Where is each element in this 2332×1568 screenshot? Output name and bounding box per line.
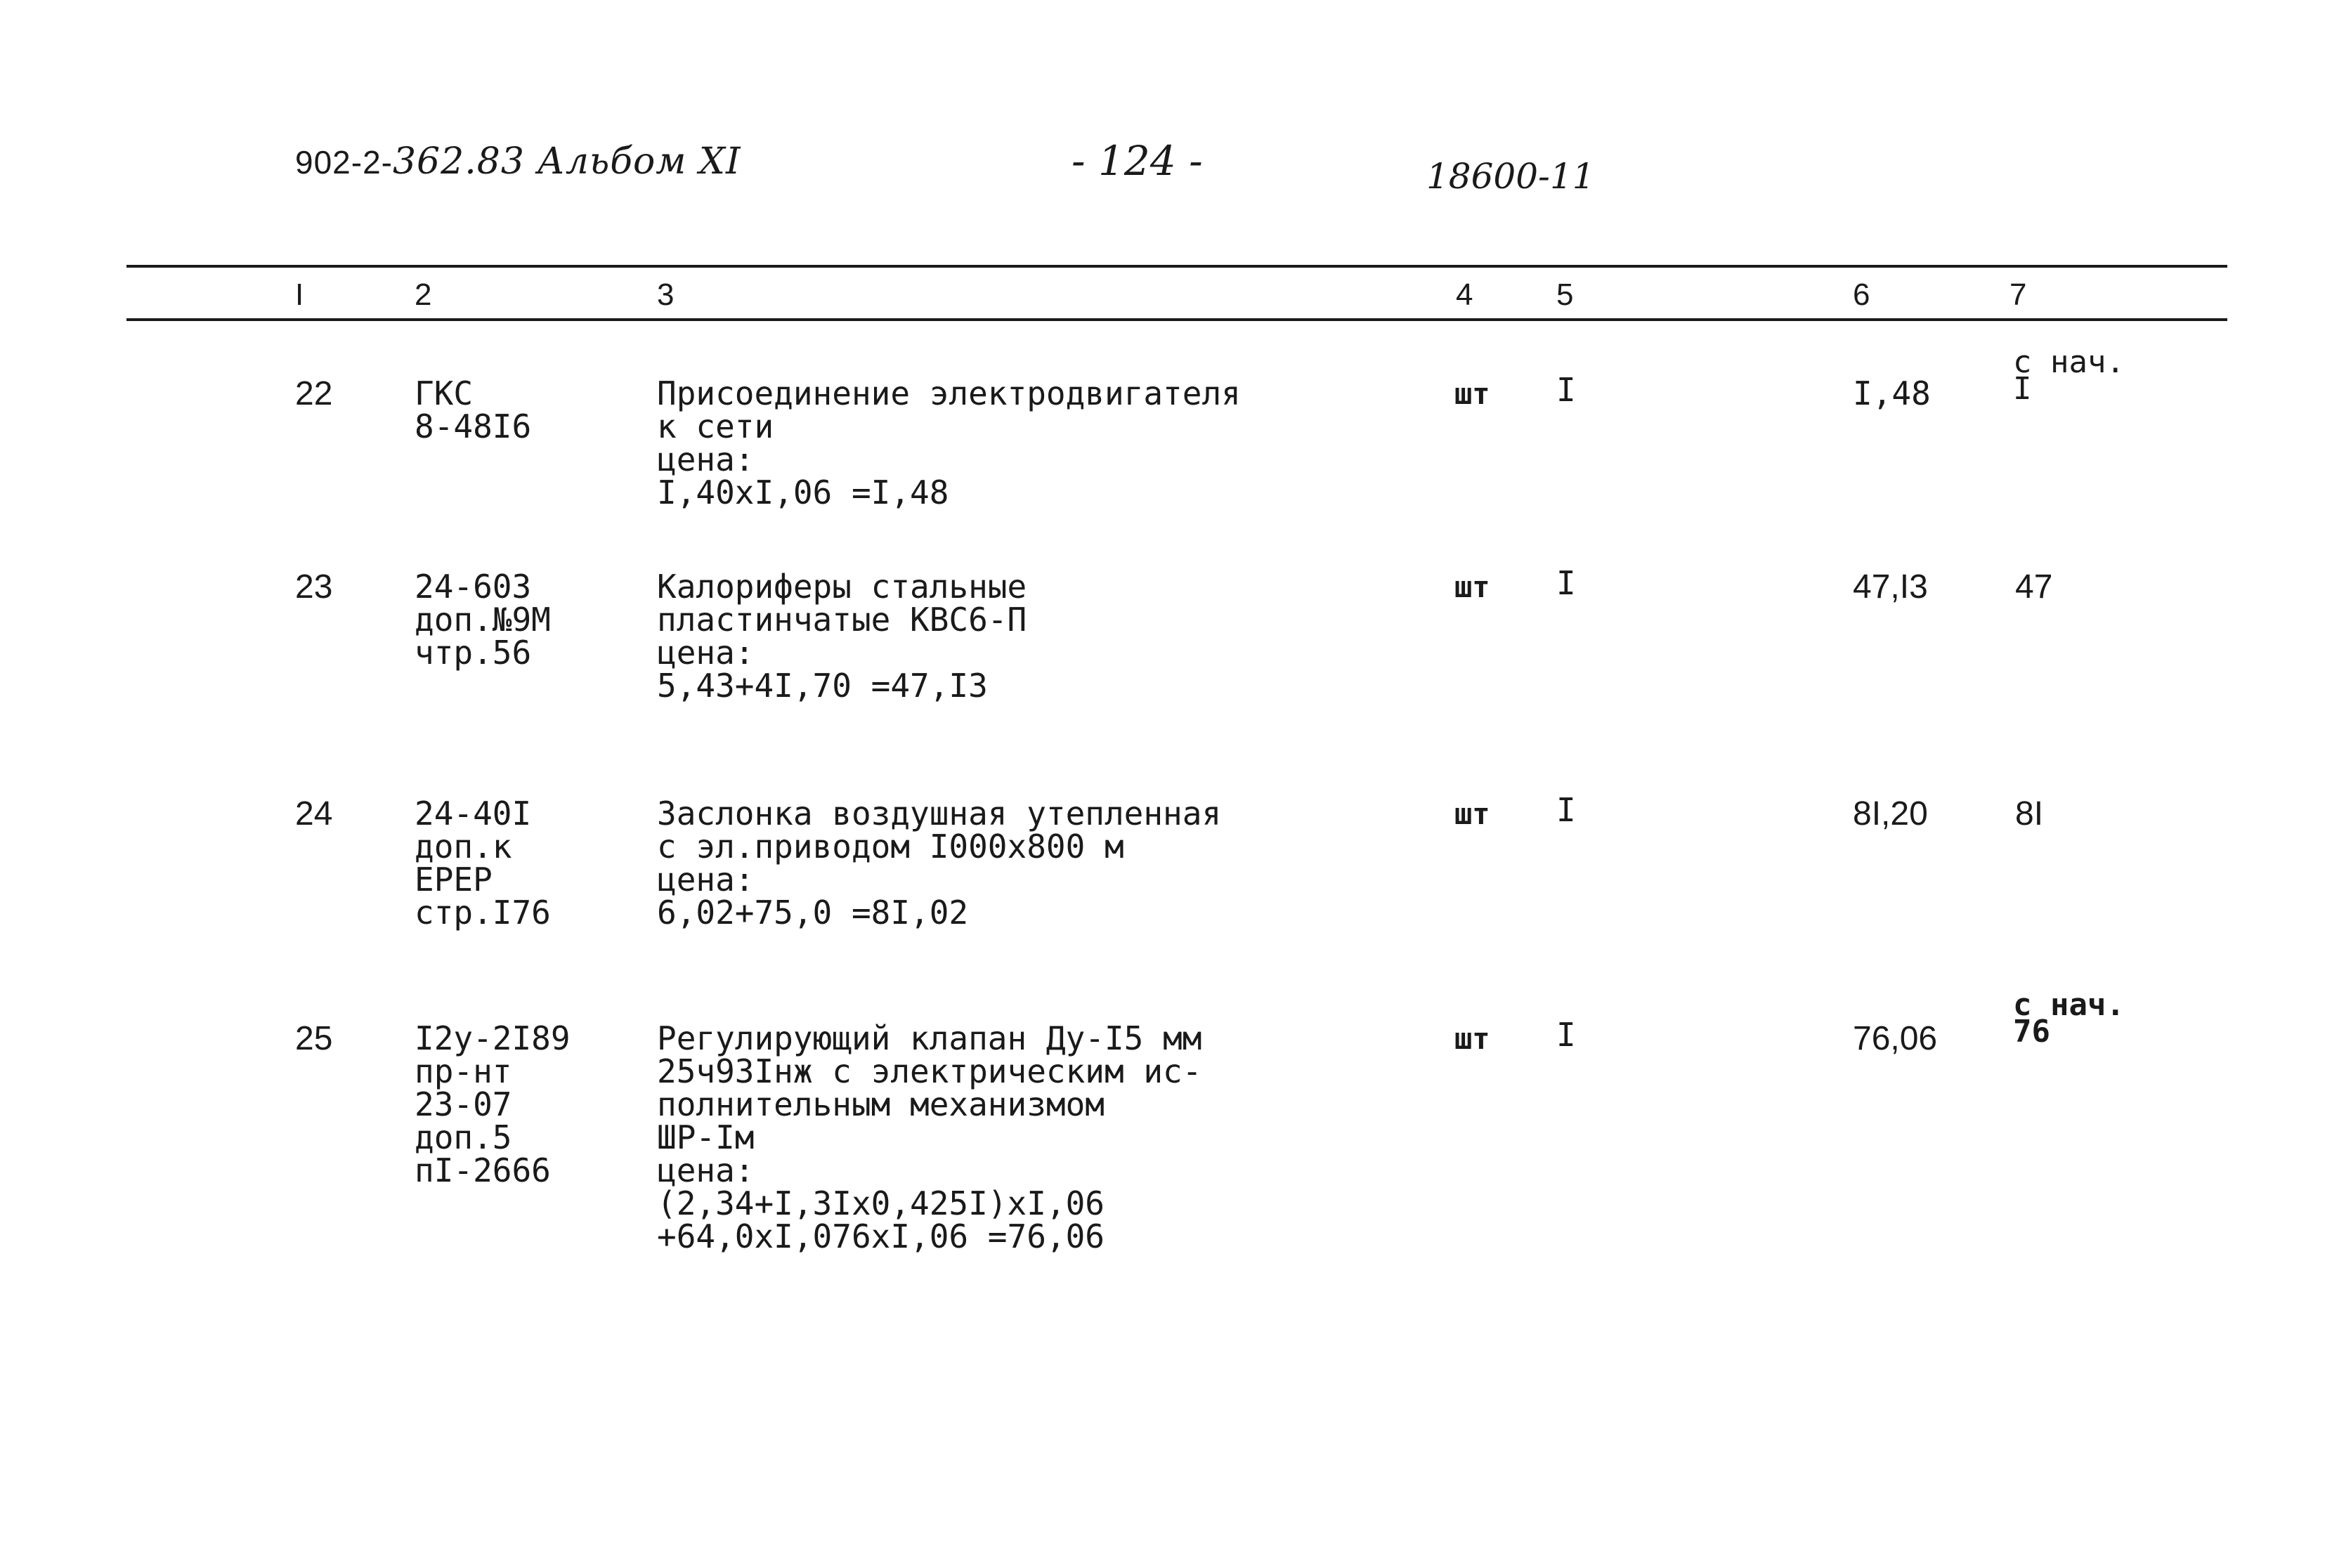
row-code: ГКС 8-48I6 — [415, 374, 532, 445]
row-number: 22 — [295, 375, 333, 412]
row-total: с нач. I — [2013, 344, 2125, 407]
registration-number: 18600-11 — [1426, 156, 1595, 197]
row-quantity: I — [1556, 371, 1576, 409]
column-number-7: 7 — [2009, 277, 2027, 312]
row-quantity: I — [1556, 564, 1576, 602]
table-header-rule — [126, 318, 2227, 321]
page-number: - 124 - — [1071, 137, 1203, 185]
row-description: Присоединение электродвигателя к сети цена: I,40xI,06 =I,48 — [657, 374, 1241, 511]
row-price: 76,06 — [1853, 1020, 1938, 1057]
row-code: I2у-2I89 пр-нт 23-07 доп.5 пI-2666 — [415, 1019, 571, 1189]
document-code-printed: 902-2- — [295, 144, 393, 181]
table-top-rule — [126, 265, 2227, 268]
row-description: Заслонка воздушная утепленная с эл.приводом I000x800 м цена: 6,02+75,0 =8I,02 — [657, 795, 1222, 932]
column-number-3: 3 — [657, 277, 675, 312]
row-total: 8I — [2015, 795, 2044, 832]
row-unit: шт — [1454, 377, 1490, 411]
row-unit: шт — [1454, 1021, 1490, 1056]
column-number-2: 2 — [415, 277, 432, 312]
row-unit: шт — [1454, 570, 1490, 604]
row-total: с нач. 76 — [2013, 987, 2125, 1050]
column-number-5: 5 — [1556, 277, 1574, 312]
document-code — [295, 141, 741, 183]
document-code-handwritten: 362.83 Альбом XI — [392, 141, 741, 183]
column-number-1: I — [295, 277, 304, 312]
row-description: Регулирующий клапан Ду-I5 мм 25ч93Iнж с электрическим ис- полнительным механизмом ШР-Iм цена: (2,34+I,3Ix0,425I)xI,06 +64,0xI,076xI,06 =76,06 — [657, 1019, 1202, 1255]
column-number-4: 4 — [1456, 277, 1473, 312]
column-number-6: 6 — [1853, 277, 1870, 312]
row-description: Калориферы стальные пластинчатые КВС6-П цена: 5,43+4I,70 =47,I3 — [657, 568, 1027, 705]
row-quantity: I — [1556, 791, 1576, 829]
row-total: 47 — [2015, 568, 2053, 606]
row-price: 47,I3 — [1853, 568, 1928, 606]
row-number: 23 — [295, 568, 333, 606]
row-quantity: I — [1556, 1016, 1576, 1054]
row-code: 24-603 доп.№9М чтр.56 — [415, 568, 551, 672]
row-code: 24-40I доп.к ЕРЕР стр.I76 — [415, 795, 551, 932]
row-unit: шт — [1454, 797, 1490, 831]
row-price: 8I,20 — [1853, 795, 1928, 832]
row-number: 25 — [295, 1020, 333, 1057]
row-price: I,48 — [1853, 374, 1931, 412]
row-number: 24 — [295, 795, 333, 832]
